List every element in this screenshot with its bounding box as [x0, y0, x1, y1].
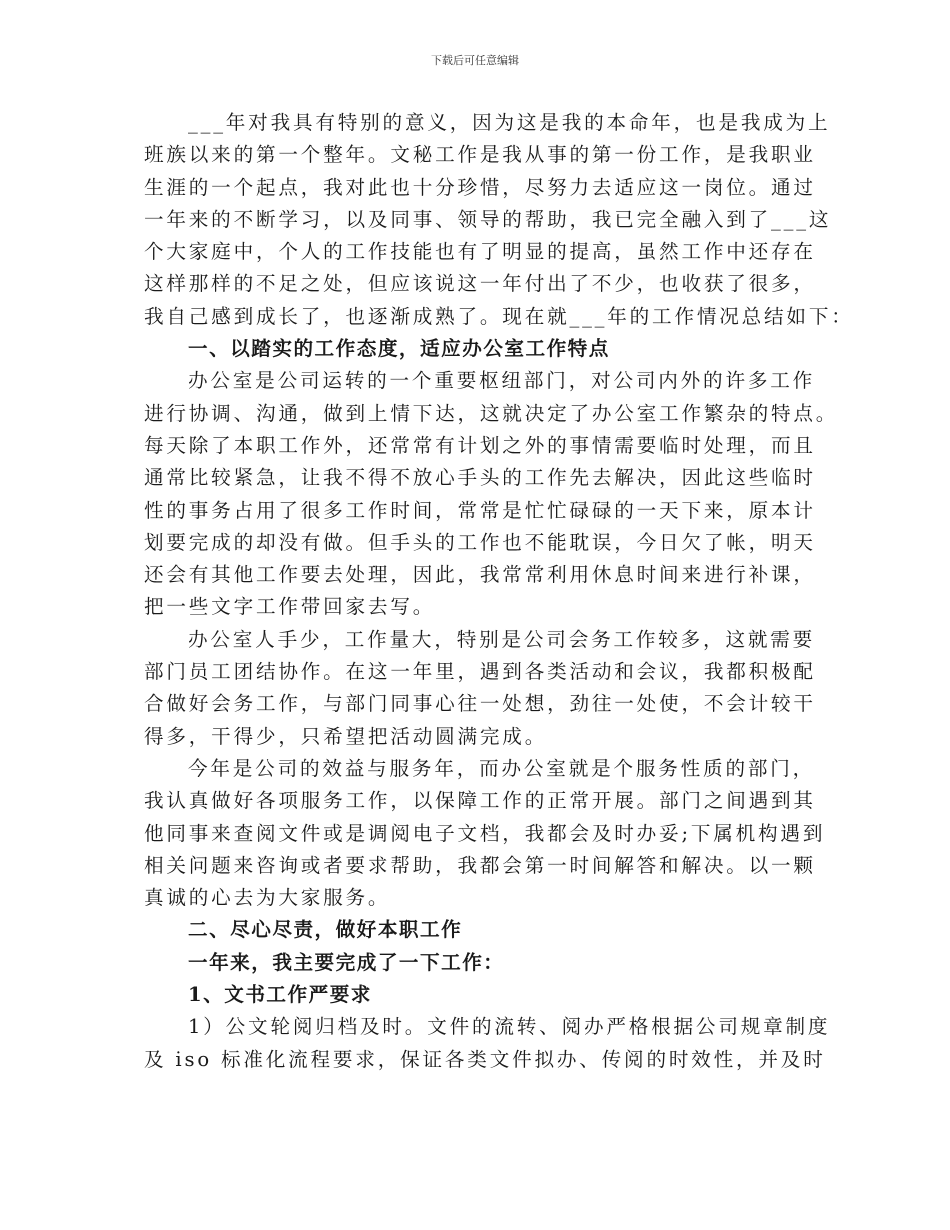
paragraph-line: 班族以来的第一个整年。文秘工作是我从事的第一份工作，是我职业 [144, 143, 816, 167]
paragraph-line: 性的事务占用了很多工作时间，常常是忙忙碌碌的一天下来，原本计 [144, 498, 816, 522]
paragraph-line: 真诚的心去为大家服务。 [144, 886, 391, 910]
paragraph-line: 每天除了本职工作外，还常常有计划之外的事情需要临时处理，而且 [144, 433, 816, 457]
paragraph-line: 还会有其他工作要去处理，因此，我常常利用休息时间来进行补课， [144, 563, 816, 587]
paragraph-line: 他同事来查阅文件或是调阅电子文档，我都会及时办妥;下属机构遇到 [144, 821, 826, 845]
paragraph-line: 这样那样的不足之处，但应该说这一年付出了不少，也收获了很多， [144, 272, 816, 296]
section-heading-line: 二、尽心尽责，做好本职工作 [188, 918, 463, 942]
page-header: 下载后可任意编辑 [431, 54, 519, 67]
paragraph-line: 及 iso 标准化流程要求，保证各类文件拟办、传阅的时效性，并及时 [144, 1047, 826, 1071]
paragraph-line: 生涯的一个起点，我对此也十分珍惜，尽努力去适应这一岗位。通过 [144, 175, 816, 199]
document-body [144, 107, 854, 1076]
paragraph-line: 个大家庭中，个人的工作技能也有了明显的提高，虽然工作中还存在 [144, 240, 816, 264]
paragraph-line: 通常比较紧急，让我不得不放心手头的工作先去解决，因此这些临时 [144, 466, 816, 490]
paragraph-line: 1）公文轮阅归档及时。文件的流转、阅办严格根据公司规章制度 [188, 1015, 831, 1039]
paragraph-line: 进行协调、沟通，做到上情下达，这就决定了办公室工作繁杂的特点。 [144, 401, 839, 425]
paragraph-line: 今年是公司的效益与服务年，而办公室就是个服务性质的部门， [188, 756, 816, 780]
paragraph-line: 相关问题来咨询或者要求帮助，我都会第一时间解答和解决。以一颗 [144, 853, 816, 877]
paragraph-line: 部门员工团结协作。在这一年里，遇到各类活动和会议，我都积极配 [144, 660, 816, 684]
paragraph-line: 一年来的不断学习，以及同事、领导的帮助，我已完全融入到了___这 [144, 207, 832, 231]
paragraph-line: 得多，干得少，只希望把活动圆满完成。 [144, 724, 548, 748]
section-heading-line: 1、文书工作严要求 [188, 983, 372, 1007]
section-heading-line: 一、以踏实的工作态度，适应办公室工作特点 [188, 337, 610, 361]
paragraph-line: 我自己感到成长了，也逐渐成熟了。现在就___年的工作情况总结如下： [144, 304, 854, 328]
paragraph-line: 办公室是公司运转的一个重要枢纽部门，对公司内外的许多工作 [188, 369, 816, 393]
paragraph-line: 划要完成的却没有做。但手头的工作也不能耽误，今日欠了帐，明天 [144, 530, 816, 554]
paragraph-line: 把一些文字工作带回家去写。 [144, 595, 436, 619]
paragraph-line: ___年对我具有特别的意义，因为这是我的本命年，也是我成为上 [188, 111, 831, 134]
paragraph-line: 我认真做好各项服务工作，以保障工作的正常开展。部门之间遇到其 [144, 789, 816, 813]
paragraph-line: 合做好会务工作，与部门同事心往一处想，劲往一处使，不会计较干 [144, 692, 816, 716]
paragraph-line: 办公室人手少，工作量大，特别是公司会务工作较多，这就需要 [188, 627, 816, 651]
section-heading-line: 一年来，我主要完成了一下工作： [188, 950, 505, 974]
